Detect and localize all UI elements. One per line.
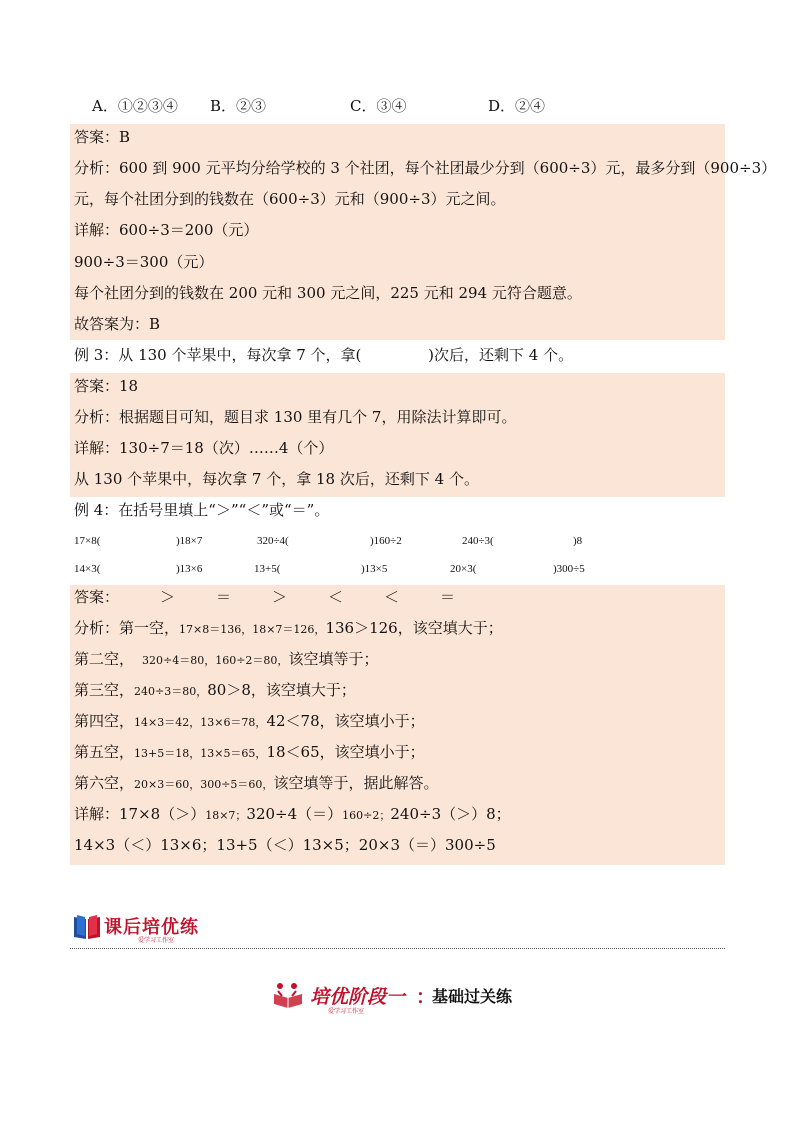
example-4: 例 4：在括号里填上“＞”“＜”或“＝”。	[74, 501, 330, 519]
compare-1a: 17×8(	[74, 535, 101, 547]
stage-header	[270, 976, 560, 1015]
analysis-3-l2-result: 该空填等于；	[288, 650, 379, 668]
book-icon	[72, 913, 102, 941]
detail-3-line-1	[74, 804, 511, 826]
section-badge	[72, 911, 222, 947]
detail-3-part-e: 240÷3（＞）8；	[390, 805, 511, 823]
answer-1: 答案：B	[74, 128, 131, 146]
detail-3-part-a: 详解：17×8（＞）	[74, 805, 206, 823]
compare-1f: )8	[573, 535, 583, 547]
analysis-3-line-3	[74, 680, 356, 702]
analysis-3-l1-formula: 17×8＝136，18×7＝126，	[179, 623, 326, 636]
detail-3-part-d: 160÷2；	[342, 809, 391, 822]
analysis-3-l4-formula: 14×3＝42，13×6＝78，	[134, 716, 267, 729]
detail-3-line-2: 14×3（＜）13×6；13+5（＜）13×5；20×3（＝）300÷5	[74, 836, 496, 854]
final-answer-1: 故答案为：B	[74, 315, 161, 333]
reading-kids-icon	[270, 980, 306, 1010]
answer-3-label: 答案：	[74, 588, 120, 606]
analysis-3-l1-label: 分析：第一空，	[74, 619, 180, 637]
compare-2e: 20×3(	[450, 563, 477, 575]
analysis-3-l2-label: 第二空，	[74, 650, 135, 668]
analysis-3-l5-formula: 13+5＝18，13×5＝65，	[134, 747, 267, 760]
analysis-3-l5-label: 第五空，	[74, 743, 135, 761]
option-c: C．③④	[350, 97, 407, 115]
analysis-3-l5-result: 18＜65，该空填小于；	[266, 743, 425, 761]
compare-1e: 240÷3(	[462, 535, 494, 547]
conclusion-2: 从 130 个苹果中，每次拿 7 个，拿 18 次后，还剩下 4 个。	[74, 470, 479, 488]
compare-2b: )13×6	[176, 563, 203, 575]
stage-colon: ：	[416, 986, 436, 1008]
analysis-3-line-6	[74, 773, 438, 795]
detail-3-part-c: 320÷4（＝）	[246, 805, 343, 823]
detail-3-part-b: 18×7；	[205, 809, 247, 822]
compare-2c: 13+5(	[254, 563, 281, 575]
detail-2: 详解：130÷7＝18（次）……4（个）	[74, 439, 334, 457]
example-3: 例 3：从 130 个苹果中，每次拿 7 个，拿( )次后，还剩下 4 个。	[74, 346, 574, 364]
answer-symbol-5: ＜	[384, 588, 400, 606]
analysis-3-line-2	[74, 649, 378, 671]
section-title: 课后培优练	[104, 917, 199, 938]
analysis-2: 分析：根据题目可知，题目求 130 里有几个 7，用除法计算即可。	[74, 408, 517, 426]
compare-2f: )300÷5	[553, 563, 585, 575]
section-subtitle: 爱学习工作室	[138, 937, 175, 944]
compare-2a: 14×3(	[74, 563, 101, 575]
answer-symbol-3: ＞	[272, 588, 288, 606]
detail-1-line-1: 详解：600÷3＝200（元）	[74, 221, 259, 239]
analysis-3-l6-result: 该空填等于，据此解答。	[273, 774, 439, 792]
stage-subtitle: 基础过关练	[432, 987, 513, 1006]
detail-1-line-3: 每个社团分到的钱数在 200 元和 300 元之间，225 元和 294 元符合题意。	[74, 284, 582, 302]
analysis-3-l4-label: 第四空，	[74, 712, 135, 730]
dotted-divider	[70, 948, 725, 949]
analysis-3-line-4	[74, 711, 425, 733]
analysis-1-line-1: 分析：600 到 900 元平均分给学校的 3 个社团，每个社团最少分到（600÷3）元，最多分到（900÷3）	[74, 159, 777, 177]
option-a: A．①②③④	[92, 97, 178, 115]
compare-1b: )18×7	[176, 535, 203, 547]
analysis-3-l6-formula: 20×3＝60，300÷5＝60，	[134, 778, 274, 791]
compare-1c: 320÷4(	[257, 535, 289, 547]
analysis-3-line-5	[74, 742, 425, 764]
answer-symbol-4: ＜	[328, 588, 344, 606]
analysis-3-l6-label: 第六空，	[74, 774, 135, 792]
analysis-3-l3-formula: 240÷3＝80，	[134, 685, 208, 698]
stage-small-caption: 爱学习工作室	[328, 1008, 365, 1015]
compare-2d: )13×5	[361, 563, 388, 575]
analysis-3-l4-result: 42＜78，该空填小于；	[266, 712, 425, 730]
stage-title: 培优阶段一	[310, 986, 406, 1008]
answer-2: 答案：18	[74, 377, 139, 395]
answer-symbol-2: ＝	[216, 588, 232, 606]
analysis-3-l2-formula: 320÷4＝80，160÷2＝80，	[142, 654, 289, 667]
option-b: B．②③	[210, 97, 267, 115]
analysis-3-l3-label: 第三空，	[74, 681, 135, 699]
option-d: D．②④	[488, 97, 546, 115]
answer-symbol-1: ＞	[160, 588, 176, 606]
analysis-1-line-2: 元，每个社团分到的钱数在（600÷3）元和（900÷3）元之间。	[74, 190, 506, 208]
analysis-3-l1-result: 136＞126，该空填大于；	[325, 619, 503, 637]
detail-1-line-2: 900÷3＝300（元）	[74, 253, 214, 271]
compare-1d: )160÷2	[370, 535, 402, 547]
analysis-3-l3-result: 80＞8，该空填大于；	[207, 681, 356, 699]
analysis-3-line-1	[74, 618, 503, 640]
answer-symbol-6: ＝	[440, 588, 456, 606]
